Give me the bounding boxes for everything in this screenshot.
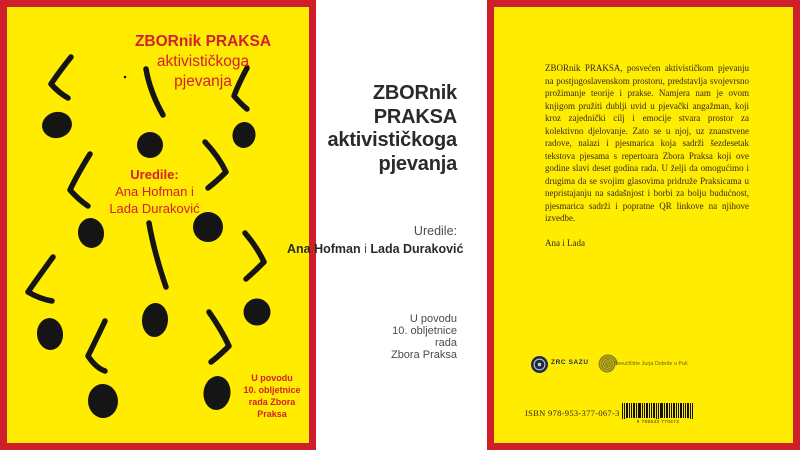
tp-editors-conjunction: i — [360, 242, 371, 256]
occasion-line: rada Zbora — [248, 397, 296, 407]
zrc-sazu-logo-icon — [531, 356, 548, 373]
barcode-icon — [622, 403, 694, 419]
barcode-digits: 9 789533 770673 — [636, 419, 680, 424]
tp-occasion-line: rada — [434, 337, 457, 349]
tp-editors-label: Uredile: — [413, 224, 457, 238]
tp-title-line2: PRAKSA — [373, 105, 457, 128]
front-title-line3: pjevanja — [174, 73, 232, 90]
front-editors-label: Uredile: — [130, 167, 179, 182]
title-page-editors — [287, 222, 464, 258]
occasion-line: U povodu — [251, 373, 293, 383]
tp-occasion-line: U povodu — [409, 313, 457, 325]
tp-occasion-line: Zbora Praksa — [390, 349, 457, 361]
front-cover-background — [7, 7, 309, 443]
tp-title-line1: ZBORnik — [372, 82, 457, 104]
blurb-signature: Ana i Lada — [545, 237, 585, 248]
back-cover-blurb — [545, 62, 749, 249]
title-page-title — [297, 82, 457, 176]
front-editors-line2: Lada Duraković — [109, 201, 200, 216]
tp-title-line4: pjevanja — [378, 152, 457, 175]
front-cover-editors — [87, 166, 222, 217]
tp-occasion-line: 10. obljetnice — [392, 325, 457, 337]
back-cover-panel — [487, 0, 800, 450]
tp-title-line3: aktivističkoga — [327, 129, 457, 151]
front-title-line1: ZBORnik PRAKSA — [134, 33, 272, 50]
tp-editors-names — [287, 240, 464, 258]
title-page-panel — [287, 0, 487, 450]
front-cover-title — [133, 32, 273, 92]
front-title-line2: aktivističkoga — [156, 53, 250, 70]
publisher-university-label: Sveučilište Jurja Dobrile u Puli — [614, 361, 688, 367]
occasion-line: Praksa — [257, 409, 287, 419]
back-cover-background — [494, 7, 793, 443]
isbn-label: ISBN 978-953-377-067-3 — [525, 408, 620, 418]
front-editors-line1: Ana Hofman i — [115, 184, 194, 199]
front-cover-panel — [0, 0, 316, 450]
tp-editor-2: Lada Duraković — [370, 242, 464, 256]
front-cover-occasion — [225, 372, 319, 420]
tp-editor-1: Ana Hofman — [287, 242, 361, 256]
blurb-text: ZBORnik PRAKSA, posvećen aktivističkom pjevanju na postjugoslavenskom prostoru, predstavlja svojevrsno prožimanje teorije i prakse. Namjera nam je ovom knjigom pružiti dublji uvid u pjevački angažman, koji kroz zajednički cilj i emocije stvara prostor za kolektivno djelovanje. Zato se u njoj, uz znanstvene radove, nalazi i pjesmarica koja sadrži šezdesetak tekstova pjesama s repertoara Zbora Praksa koji ove godine slavi deset godina rada. U želji da omogućimo i drugima da se svojim glasovima pridruže Praksicama u nepristajanju na sadašnjost i borbi za bolju budućnost, pjesmarica sadrži i popratne QR linkove na njihove izvedbe. — [545, 63, 749, 223]
occasion-line: 10. obljetnice — [243, 385, 301, 395]
publisher-zrc-sazu-label: ZRC SAZU — [551, 359, 589, 366]
title-page-occasion — [337, 313, 457, 361]
